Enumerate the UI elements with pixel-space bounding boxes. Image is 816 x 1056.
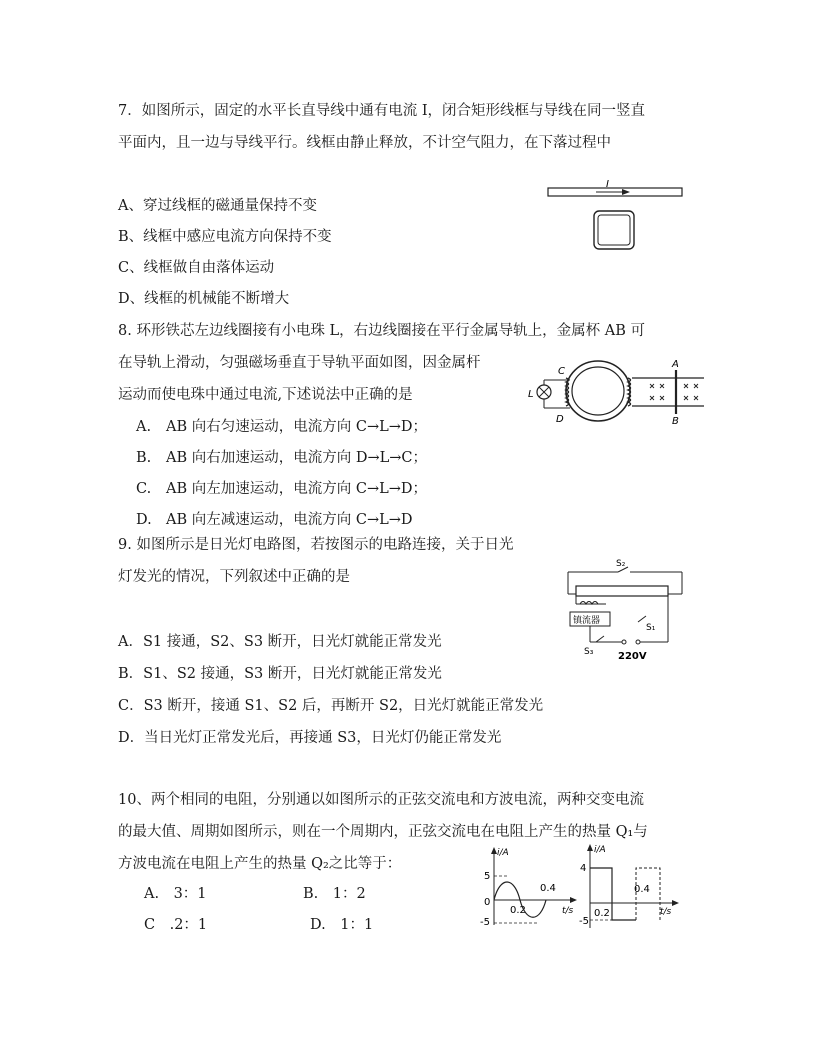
sine-xlabel: t/s bbox=[562, 906, 574, 916]
rect-frame-inner bbox=[598, 215, 630, 245]
q9-option-c: C．S3 断开，接通 S1、S2 后，再断开 S2，日光灯就能正常发光 bbox=[118, 698, 544, 714]
q8-stem-line1: 8. 环形铁芯左边线圈接有小电珠 L，右边线圈接在平行金属导轨上，金属杯 AB 可 bbox=[118, 323, 646, 339]
q8-option-c-text: AB 向左加速运动，电流方向 C→L→D； bbox=[166, 481, 427, 497]
q10-stem-line2: 的最大值、周期如图所示，则在一个周期内，正弦交流电在电阻上产生的热量 Q₁与 bbox=[118, 824, 648, 840]
q7-stem-line1: 7．如图所示，固定的水平长直导线中通有电流 I，闭合矩形线框与导线在同一竖直 bbox=[118, 103, 646, 119]
q8-option-d-letter: D. bbox=[136, 512, 152, 528]
sine-peak-label: 5 bbox=[484, 871, 491, 882]
sine-t1-label: 0.2 bbox=[510, 905, 526, 916]
q8-stem-line2: 在导轨上滑动，匀强磁场垂直于导轨平面如图，因金属杆 bbox=[118, 355, 481, 371]
label-a: A bbox=[672, 359, 679, 370]
label-c: C bbox=[558, 366, 565, 377]
sine-trough-label: -5 bbox=[480, 917, 490, 928]
q8-toroid-rail-figure bbox=[526, 356, 706, 426]
current-arrow-head bbox=[622, 189, 630, 195]
q7-option-a: A、穿过线框的磁通量保持不变 bbox=[118, 198, 317, 214]
label-s1: S₁ bbox=[646, 623, 656, 633]
voltage-label: 220V bbox=[618, 651, 647, 662]
q8-option-b-text: AB 向右加速运动，电流方向 D→L→C； bbox=[166, 450, 427, 466]
magnetic-field-crosses bbox=[650, 384, 698, 400]
q10-square-graph bbox=[580, 840, 680, 930]
current-label: I bbox=[606, 179, 609, 190]
square-y-arrow bbox=[587, 844, 593, 851]
q8-option-c-letter: C. bbox=[136, 481, 152, 497]
square-t1-label: 0.2 bbox=[594, 908, 610, 919]
q10-option-a: A. 3：1 bbox=[144, 886, 207, 902]
label-l: L bbox=[528, 389, 534, 400]
switch-s3 bbox=[596, 636, 604, 642]
toroid-outer bbox=[566, 361, 630, 421]
label-s3: S₃ bbox=[584, 647, 594, 657]
q7-option-b: B、线框中感应电流方向保持不变 bbox=[118, 229, 332, 245]
q9-stem-line2: 灯发光的情况，下列叙述中正确的是 bbox=[118, 569, 350, 585]
terminal-right bbox=[636, 640, 640, 644]
q8-option-d-text: AB 向左减速运动，电流方向 C→L→D bbox=[166, 512, 413, 528]
sine-t2-label: 0.4 bbox=[540, 883, 556, 894]
q10-option-c: C .2：1 bbox=[144, 917, 208, 933]
q9-option-a: A．S1 接通，S2、S3 断开，日光灯就能正常发光 bbox=[118, 634, 442, 650]
terminal-left bbox=[622, 640, 626, 644]
sine-ylabel: i/A bbox=[497, 848, 509, 858]
toroid-inner bbox=[572, 367, 624, 415]
square-peak-label: 4 bbox=[580, 863, 587, 874]
square-trough-label: -5 bbox=[579, 916, 589, 927]
q10-stem-line1: 10、两个相同的电阻，分别通以如图所示的正弦交流电和方波电流，两种交变电流 bbox=[118, 792, 644, 808]
q8-stem-line3: 运动而使电珠中通过电流,下述说法中正确的是 bbox=[118, 387, 413, 403]
label-d: D bbox=[556, 414, 564, 425]
q9-stem-line1: 9. 如图所示是日光灯电路图，若按图示的电路连接，关于日光 bbox=[118, 537, 514, 553]
q7-stem-line2: 平面内，且一边与导线平行。线框由静止释放，不计空气阻力，在下落过程中 bbox=[118, 135, 611, 151]
ballast-label: 镇流器 bbox=[573, 616, 601, 626]
switch-s1 bbox=[638, 616, 646, 622]
square-xlabel: t/s bbox=[660, 907, 672, 917]
q10-sine-graph bbox=[478, 845, 578, 929]
q8-option-b-letter: B. bbox=[136, 450, 152, 466]
square-ylabel: i/A bbox=[594, 845, 606, 855]
fluorescent-tube bbox=[576, 586, 668, 596]
q10-stem-line3: 方波电流在电阻上产生的热量 Q₂之比等于： bbox=[118, 856, 402, 872]
label-b: B bbox=[672, 416, 679, 427]
square-t2-label: 0.4 bbox=[634, 884, 650, 895]
q7-wire-frame-figure bbox=[546, 178, 686, 254]
label-s2: S₂ bbox=[616, 559, 626, 569]
q9-fluorescent-circuit-figure bbox=[562, 556, 688, 666]
q9-option-d: D．当日光灯正常发光后，再接通 S3，日光灯仍能正常发光 bbox=[118, 730, 502, 746]
q7-option-c: C、线框做自由落体运动 bbox=[118, 260, 275, 276]
q8-option-a-text: AB 向右匀速运动，电流方向 C→L→D； bbox=[166, 419, 427, 435]
q10-option-b: B. 1：2 bbox=[303, 886, 366, 902]
rect-frame-outer bbox=[594, 211, 634, 249]
q7-option-d: D、线框的机械能不断增大 bbox=[118, 291, 290, 307]
square-x-arrow bbox=[672, 900, 679, 906]
sine-origin-label: 0 bbox=[484, 897, 491, 908]
q8-option-a-letter: A. bbox=[136, 419, 152, 435]
sine-x-arrow bbox=[570, 897, 577, 903]
q9-option-b: B．S1、S2 接通，S3 断开，日光灯就能正常发光 bbox=[118, 666, 442, 682]
q10-option-d: D. 1：1 bbox=[310, 917, 374, 933]
